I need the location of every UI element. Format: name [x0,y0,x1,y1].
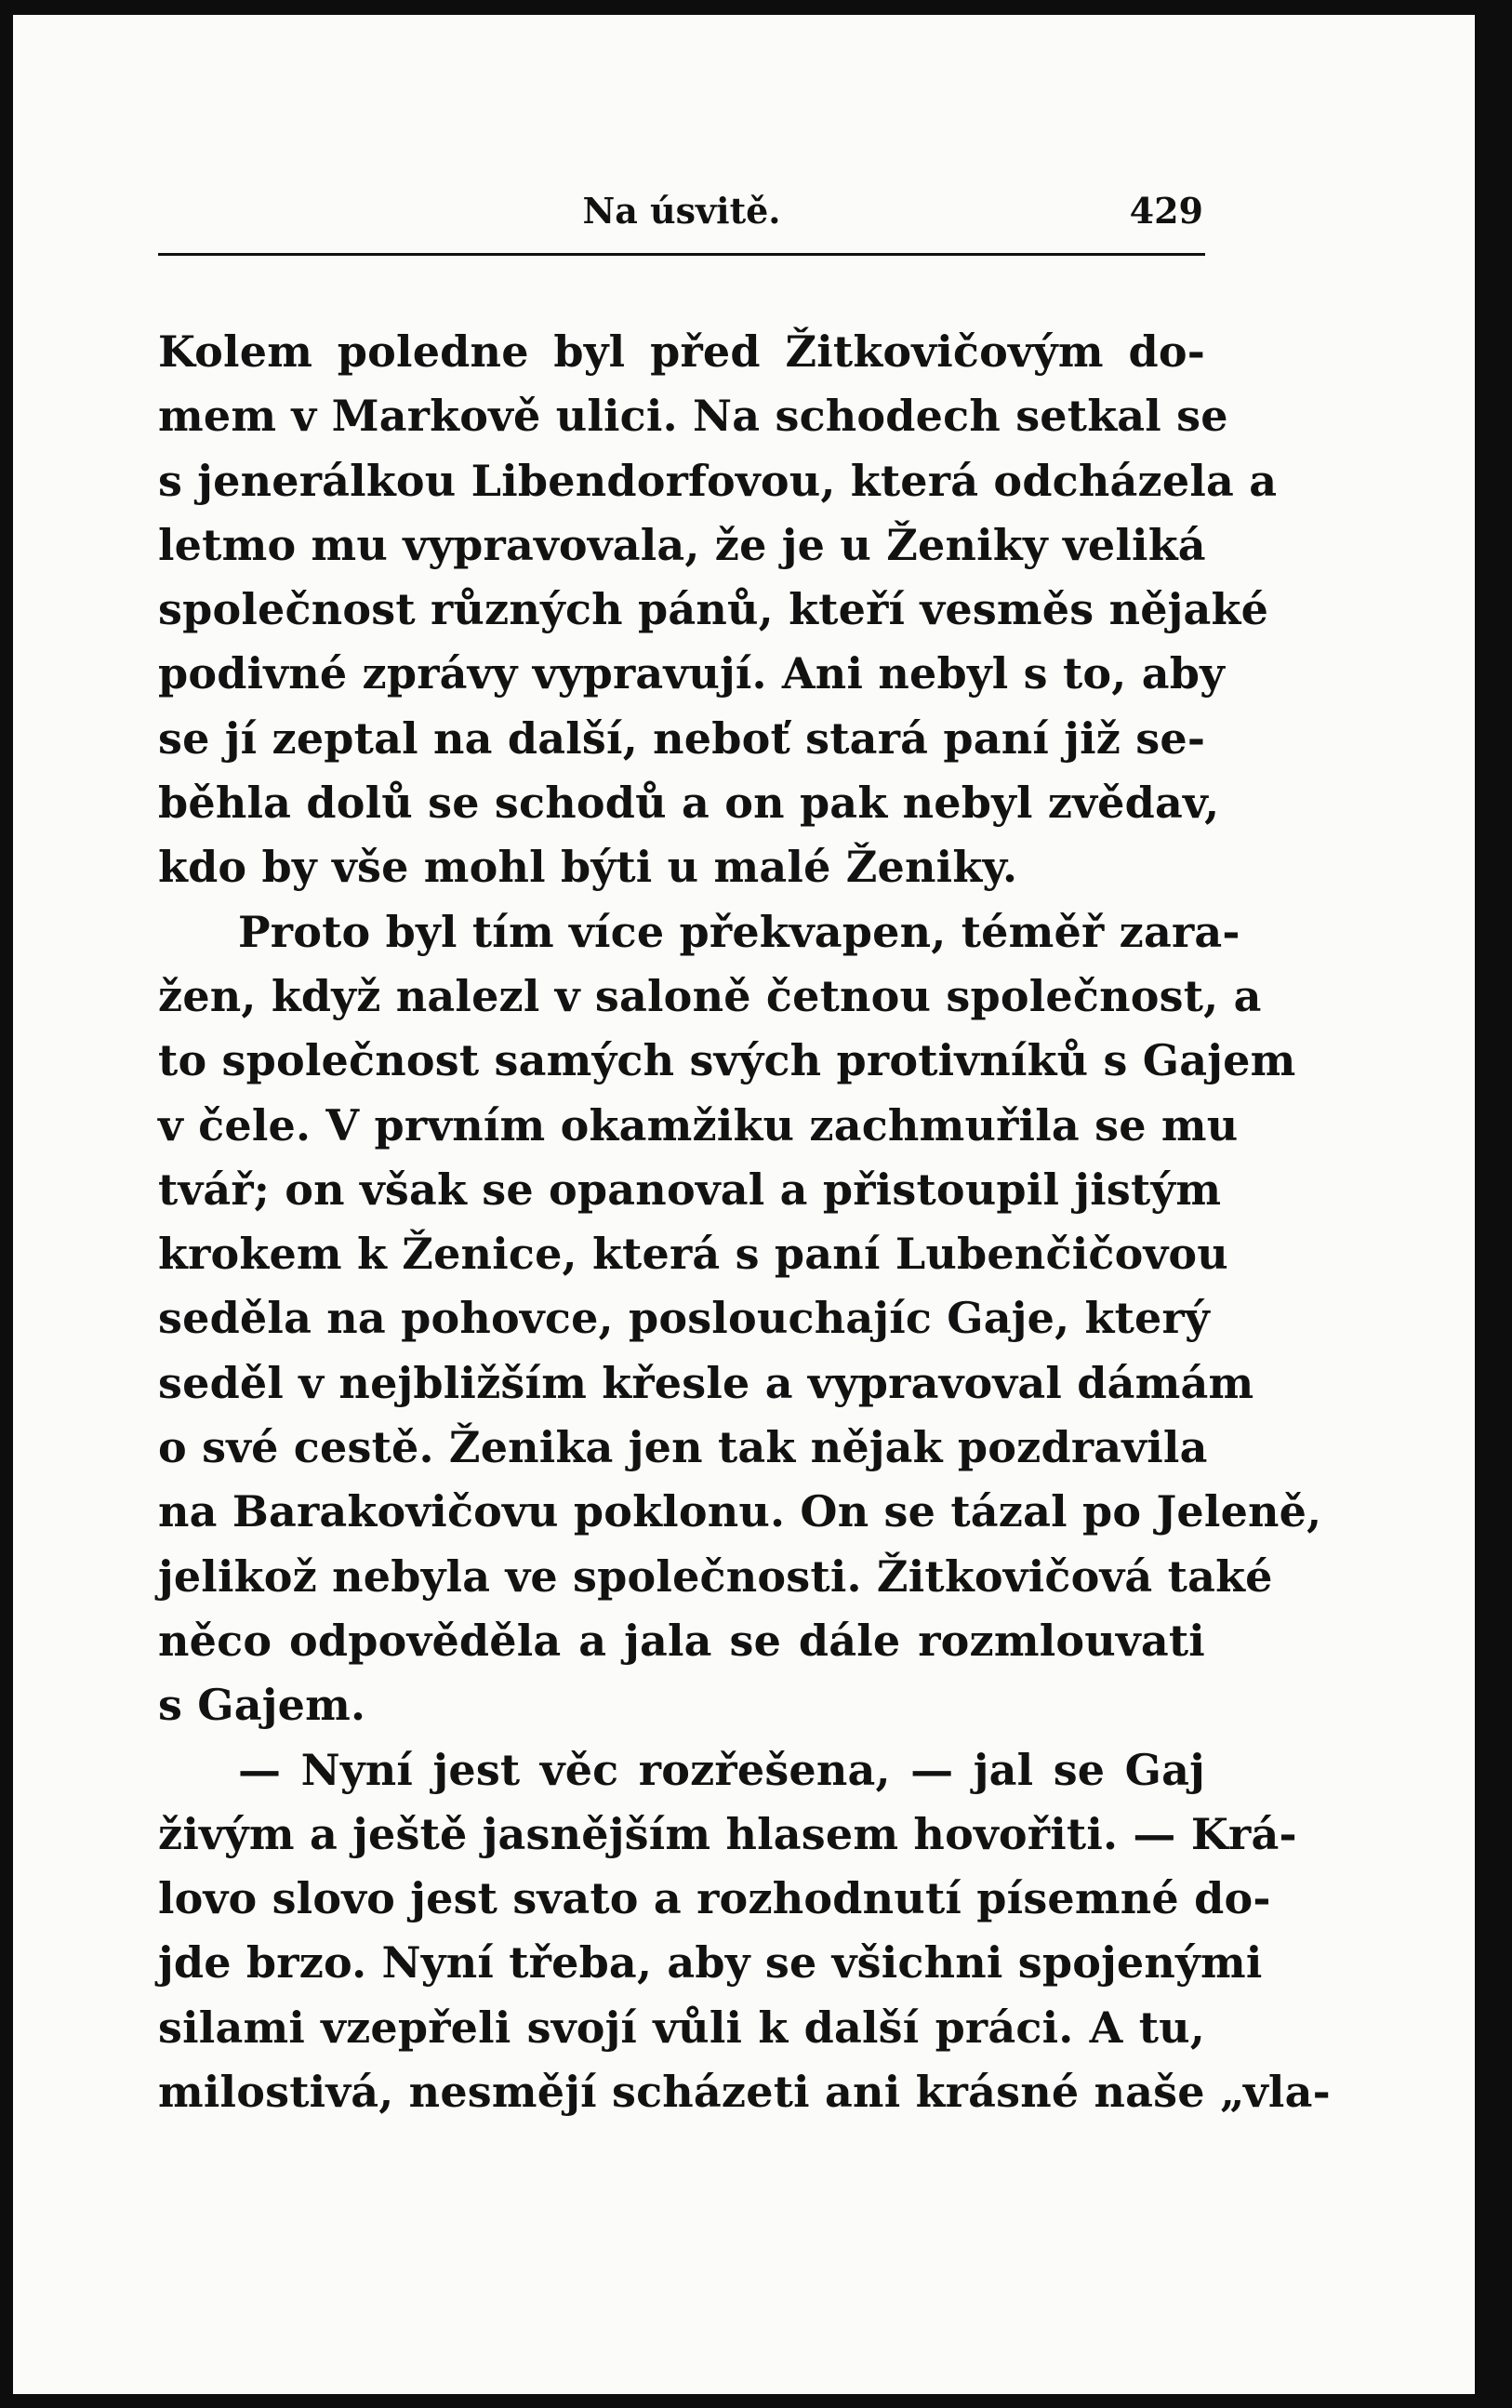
text-line: s jenerálkou Libendorfovou, která odcházela a [158,455,1278,506]
text-line: o své cestě. Ženika jen tak nějak pozdravila [158,1422,1208,1473]
running-title: Na úsvitě. [582,190,781,232]
text-line: krokem k Ženice, která s paní Lubenčičovou [158,1229,1228,1280]
text-line: společnost různých pánů, kteří vesměs nějaké [158,584,1269,635]
text-line: něco odpověděla a jala se dále rozmlouvati [158,1615,1205,1666]
text-line: se jí zeptal na další, neboť stará paní již se- [158,712,1206,764]
text-line: to společnost samých svých protivníků s Gajem [158,1035,1296,1086]
text-line: živým a ještě jasnějším hlasem hovořiti. — Krá- [158,1808,1297,1859]
text-line: běhla dolů se schodů a on pak nebyl zvědav, [158,778,1220,829]
text-line: seděl v nejbližším křesle a vypravoval dámám [158,1357,1254,1408]
header-rule [158,253,1205,256]
text-line: — Nyní jest věc rozřešena, — jal se Gaj [238,1744,1205,1795]
scan-edge-shadow [1475,15,1512,2394]
text-line: Kolem poledne byl před Žitkovičovým do- [158,326,1205,377]
page-header [158,190,1205,246]
body-text [158,320,1331,2124]
text-line: Proto byl tím více překvapen, téměř zara- [238,906,1240,957]
text-line: na Barakovičovu poklonu. On se tázal po Jeleně, [158,1486,1322,1537]
text-line: jde brzo. Nyní třeba, aby se všichni spojenými [158,1937,1263,1989]
text-line: silami vzepřeli svojí vůli k další práci. A tu, [158,2002,1205,2053]
text-line: mem v Markově ulici. Na schodech setkal se [158,391,1228,442]
text-line: kdo by vše mohl býti u malé Ženiky. [158,842,1018,893]
text-line: milostivá, nesmějí scházeti ani krásné naše „vla- [158,2067,1331,2118]
text-line: s Gajem. [158,1680,366,1731]
text-line: jelikož nebyla ve společnosti. Žitkovičová také [158,1550,1273,1602]
text-line: v čele. V prvním okamžiku zachmuřila se mu [158,1099,1239,1151]
text-line: tvář; on však se opanoval a přistoupil jistým [158,1164,1222,1215]
text-line: podivné zprávy vypravují. Ani nebyl s to, aby [158,648,1226,699]
text-line: lovo slovo jest svato a rozhodnutí písemné do- [158,1873,1271,1924]
text-line: letmo mu vypravovala, že je u Ženiky veliká [158,519,1206,570]
text-line: seděla na pohovce, poslouchajíc Gaje, který [158,1293,1210,1344]
text-line: žen, když nalezl v saloně četnou společnost, a [158,970,1262,1021]
page-number: 429 [1129,190,1203,232]
